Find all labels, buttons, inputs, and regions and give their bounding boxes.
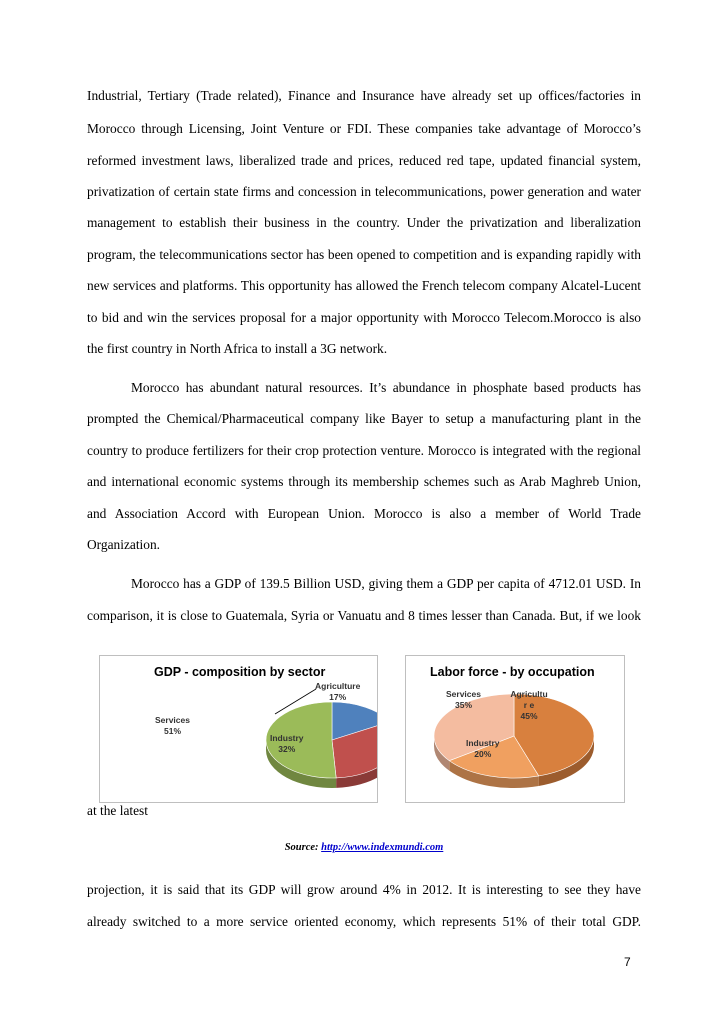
para1-line-9: the first country in North Africa to install a 3G network.: [87, 341, 388, 356]
gdp-label-agriculture: [315, 681, 360, 703]
gdp-chart-title: GDP - composition by sector: [154, 665, 326, 679]
gdp-pie: [100, 656, 377, 802]
para2-line-2: prompted the Chemical/Pharmaceutical company like Bayer to setup a manufacturing plant in the: [87, 411, 641, 426]
gdp-label-services: [155, 715, 190, 737]
gdp-label-services-name: Services: [155, 715, 190, 725]
labor-label-industry: [466, 738, 500, 760]
labor-pie: [406, 656, 624, 802]
labor-label-agriculture-name: Agricultur e: [510, 689, 548, 710]
source-link[interactable]: http://www.indexmundi.com: [321, 842, 444, 853]
gdp-label-agriculture-pct: 17%: [329, 692, 347, 702]
labor-label-services: [446, 689, 481, 711]
gdp-label-industry-pct: 32%: [278, 744, 296, 754]
para2-line-6: Organization.: [87, 537, 161, 552]
labor-chart-title: Labor force - by occupation: [430, 665, 595, 679]
gdp-chart: [99, 655, 378, 803]
labor-label-agriculture-pct: 45%: [520, 711, 538, 721]
para1-line-3: reformed investment laws, liberalized trade and prices, reduced red tape, updated financial system,: [87, 153, 641, 168]
gdp-label-industry-name: Industry: [270, 733, 304, 743]
source-caption: [0, 842, 728, 853]
para1-line-5: management to establish their business in the country. Under the privatization and liberalization: [87, 215, 641, 230]
para3-line-3: at the latest: [87, 803, 148, 818]
para4-line-2: already switched to a more service oriented economy, which represents 51% of their total GDP.: [87, 914, 641, 929]
labor-label-agriculture: [510, 689, 548, 722]
para2-line-4: and international economic systems through its membership schemes such as Arab Maghreb Union,: [87, 474, 641, 489]
para1-line-7: new services and platforms. This opportunity has allowed the French telecom company Alcatel-Lucent: [87, 278, 641, 293]
labor-chart: [405, 655, 625, 803]
labor-label-industry-name: Industry: [466, 738, 500, 748]
para2-line-3: country to produce fertilizers for their crop protection venture. Morocco is integrated with the regional: [87, 443, 641, 458]
gdp-label-services-pct: 51%: [163, 726, 181, 736]
para2-line-1: Morocco has abundant natural resources. It’s abundance in phosphate based products has: [131, 380, 641, 395]
labor-label-services-name: Services: [446, 689, 481, 699]
para3-line-2: comparison, it is close to Guatemala, Syria or Vanuatu and 8 times lesser than Canada. But, if we look: [87, 608, 641, 623]
para1-line-2: Morocco through Licensing, Joint Venture or FDI. These companies take advantage of Morocco’s: [87, 121, 641, 136]
page-number: 7: [624, 955, 631, 969]
para1-line-4: privatization of certain state firms and concession in telecommunications, power generation and water: [87, 184, 641, 199]
para1-line-6: program, the telecommunications sector has been opened to competition and is expanding rapidly with: [87, 247, 641, 262]
para4-line-1: projection, it is said that its GDP will grow around 4% in 2012. It is interesting to see they have: [87, 882, 641, 897]
para1-line-1: Industrial, Tertiary (Trade related), Finance and Insurance have already set up offices/factories in: [87, 88, 641, 103]
gdp-label-industry: [270, 733, 304, 755]
source-label: Source:: [284, 842, 319, 853]
para2-line-5: and Association Accord with European Union. Morocco is also a member of World Trade: [87, 506, 641, 521]
para3-line-1: Morocco has a GDP of 139.5 Billion USD, giving them a GDP per capita of 4712.01 USD. In: [131, 576, 641, 591]
gdp-label-agriculture-name: Agriculture: [315, 681, 361, 691]
para1-line-8: to bid and win the services proposal for a major opportunity with Morocco Telecom.Morocco is also: [87, 310, 641, 325]
labor-label-services-pct: 35%: [454, 700, 472, 710]
labor-label-industry-pct: 20%: [474, 749, 492, 759]
